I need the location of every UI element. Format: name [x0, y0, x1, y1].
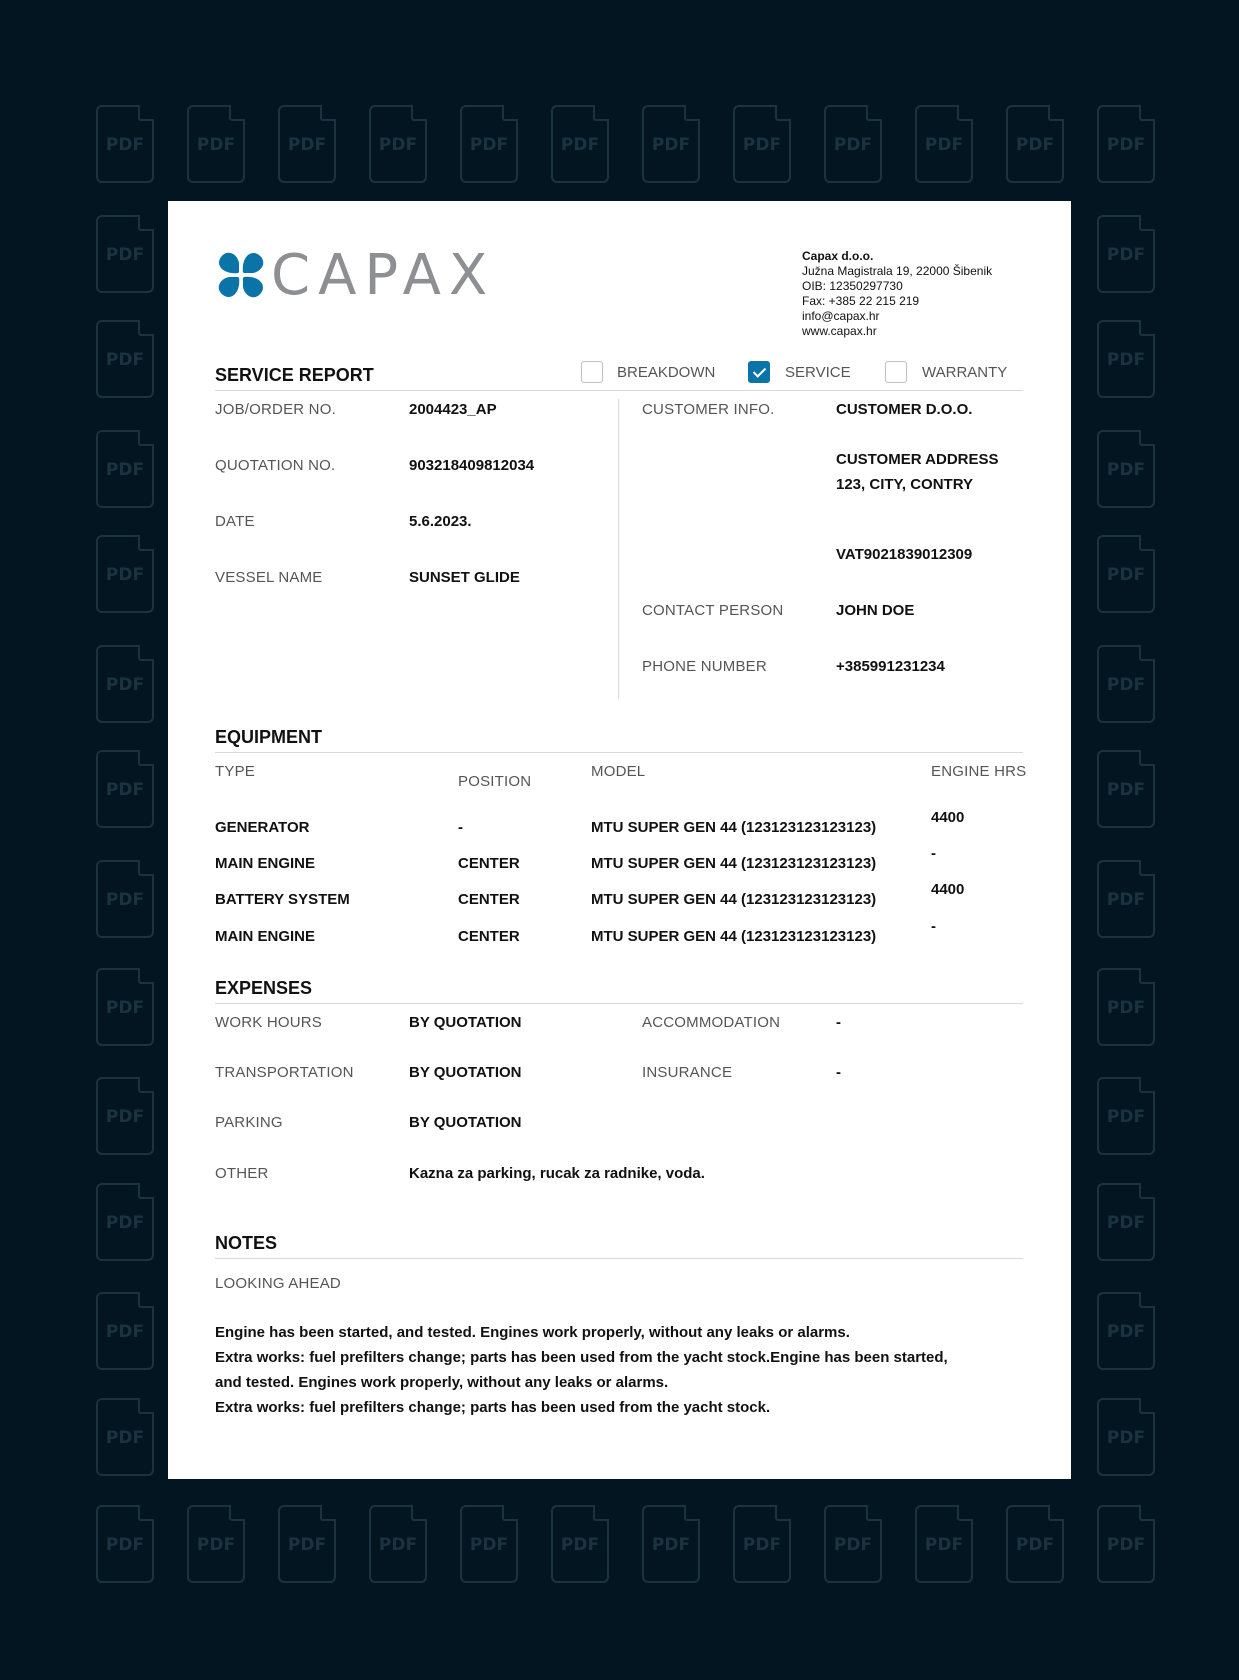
work-hours-value: BY QUOTATION	[409, 1014, 522, 1031]
pdf-file-icon	[915, 1505, 973, 1583]
pdf-icon-label: PDF	[1106, 245, 1146, 265]
other-label: OTHER	[215, 1165, 269, 1182]
pdf-icon-label: PDF	[560, 135, 600, 155]
pdf-icon-label: PDF	[105, 1213, 145, 1233]
pdf-icon-label: PDF	[1106, 675, 1146, 695]
pdf-icon-label: PDF	[287, 1535, 327, 1555]
equipment-row-2-hours: -	[931, 845, 936, 862]
warranty-label: WARRANTY	[922, 364, 1008, 381]
pdf-file-icon	[1097, 320, 1155, 398]
pdf-file-icon	[96, 1292, 154, 1370]
job-order-label: JOB/ORDER NO.	[215, 401, 336, 418]
pdf-file-icon	[96, 645, 154, 723]
company-web: www.capax.hr	[802, 324, 877, 338]
pdf-file-icon	[96, 750, 154, 828]
customer-address-line1: CUSTOMER ADDRESS	[836, 451, 999, 468]
pdf-icon-label: PDF	[105, 780, 145, 800]
notes-line: and tested. Engines work properly, without any leaks or alarms.	[215, 1374, 669, 1391]
equipment-row-3-position: CENTER	[458, 891, 520, 908]
pdf-file-icon	[187, 105, 245, 183]
equipment-row-3-model: MTU SUPER GEN 44 (123123123123123)	[591, 891, 877, 908]
report-title: SERVICE REPORT	[215, 365, 374, 385]
pdf-file-icon	[1097, 105, 1155, 183]
pdf-icon-label: PDF	[924, 1535, 964, 1555]
equipment-header-position: POSITION	[458, 773, 532, 790]
equipment-row-3-hours: 4400	[931, 881, 965, 898]
equipment-header-type: TYPE	[215, 763, 255, 780]
pdf-file-icon	[460, 1505, 518, 1583]
company-info	[802, 249, 992, 339]
pdf-icon-label: PDF	[1106, 1428, 1146, 1448]
vessel-label: VESSEL NAME	[215, 569, 323, 586]
quotation-label: QUOTATION NO.	[215, 457, 336, 474]
transportation-label: TRANSPORTATION	[215, 1064, 354, 1081]
pdf-icon-label: PDF	[651, 1535, 691, 1555]
pdf-file-icon	[96, 1505, 154, 1583]
divider	[215, 390, 1023, 391]
customer-name: CUSTOMER D.O.O.	[836, 401, 973, 418]
contact-person-value: JOHN DOE	[836, 602, 915, 619]
service-label: SERVICE	[785, 364, 851, 381]
pdf-icon-label: PDF	[378, 135, 418, 155]
pdf-file-icon	[642, 105, 700, 183]
pdf-icon-label: PDF	[742, 135, 782, 155]
pdf-icon-label: PDF	[105, 245, 145, 265]
pdf-file-icon	[369, 1505, 427, 1583]
customer-address-line2: 123, CITY, CONTRY	[836, 476, 973, 493]
equipment-row-1-type: GENERATOR	[215, 819, 310, 836]
divider	[215, 1258, 1023, 1259]
pdf-icon-label: PDF	[378, 1535, 418, 1555]
pdf-file-icon	[96, 1077, 154, 1155]
pdf-file-icon	[1097, 1398, 1155, 1476]
company-email: info@capax.hr	[802, 309, 880, 323]
pdf-icon-label: PDF	[105, 998, 145, 1018]
pdf-file-icon	[1097, 968, 1155, 1046]
pdf-icon-label: PDF	[1015, 135, 1055, 155]
warranty-checkbox[interactable]	[885, 361, 907, 383]
fan-icon	[215, 247, 267, 303]
pdf-icon-label: PDF	[1106, 890, 1146, 910]
pdf-icon-label: PDF	[833, 135, 873, 155]
job-order-value: 2004423_AP	[409, 401, 497, 418]
divider	[215, 1003, 1023, 1004]
expenses-title: EXPENSES	[215, 978, 313, 998]
pdf-file-icon	[460, 105, 518, 183]
notes-line: Extra works: fuel prefilters change; parts has been used from the yacht stock.	[215, 1399, 771, 1416]
pdf-icon-label: PDF	[1015, 1535, 1055, 1555]
service-checkbox[interactable]	[748, 361, 770, 383]
pdf-icon-label: PDF	[924, 135, 964, 155]
equipment-title: EQUIPMENT	[215, 727, 323, 747]
pdf-file-icon	[1006, 1505, 1064, 1583]
pdf-icon-label: PDF	[1106, 780, 1146, 800]
equipment-row-2-position: CENTER	[458, 855, 520, 872]
accommodation-value: -	[836, 1014, 841, 1031]
divider	[215, 752, 1023, 753]
pdf-file-icon	[369, 105, 427, 183]
pdf-file-icon	[278, 1505, 336, 1583]
pdf-icon-label: PDF	[1106, 1107, 1146, 1127]
pdf-file-icon	[96, 320, 154, 398]
notes-line: Extra works: fuel prefilters change; parts has been used from the yacht stock.Engine has been started,	[215, 1349, 948, 1366]
column-divider	[618, 399, 619, 699]
accommodation-label: ACCOMMODATION	[642, 1014, 781, 1031]
equipment-row-2-type: MAIN ENGINE	[215, 855, 316, 872]
pdf-icon-label: PDF	[105, 350, 145, 370]
equipment-row-1-position: -	[458, 819, 463, 836]
pdf-file-icon	[96, 215, 154, 293]
pdf-icon-label: PDF	[1106, 350, 1146, 370]
pdf-file-icon	[551, 105, 609, 183]
pdf-file-icon	[187, 1505, 245, 1583]
pdf-file-icon	[1097, 1292, 1155, 1370]
insurance-value: -	[836, 1064, 841, 1081]
pdf-file-icon	[1097, 1077, 1155, 1155]
phone-number-label: PHONE NUMBER	[642, 658, 767, 675]
pdf-file-icon	[1097, 1183, 1155, 1261]
pdf-icon-label: PDF	[742, 1535, 782, 1555]
pdf-file-icon	[1097, 860, 1155, 938]
date-value: 5.6.2023.	[409, 513, 472, 530]
notes-line: Engine has been started, and tested. Engines work properly, without any leaks or alarms.	[215, 1324, 850, 1341]
pdf-icon-label: PDF	[105, 675, 145, 695]
equipment-header-hours: ENGINE HRS	[931, 763, 1027, 780]
notes-body	[215, 1320, 1025, 1420]
pdf-icon-label: PDF	[833, 1535, 873, 1555]
pdf-icon-label: PDF	[196, 135, 236, 155]
company-name: Capax d.o.o.	[802, 249, 874, 263]
pdf-file-icon	[733, 105, 791, 183]
notes-subtitle: LOOKING AHEAD	[215, 1275, 341, 1292]
pdf-file-icon	[96, 1183, 154, 1261]
quotation-value: 903218409812034	[409, 457, 535, 474]
equipment-row-4-model: MTU SUPER GEN 44 (123123123123123)	[591, 928, 877, 945]
phone-number-value: +385991231234	[836, 658, 945, 675]
company-oib: OIB: 12350297730	[802, 279, 903, 293]
pdf-icon-label: PDF	[105, 460, 145, 480]
pdf-file-icon	[824, 1505, 882, 1583]
pdf-file-icon	[1097, 215, 1155, 293]
pdf-file-icon	[96, 105, 154, 183]
pdf-file-icon	[96, 1398, 154, 1476]
equipment-header-model: MODEL	[591, 763, 646, 780]
customer-vat: VAT9021839012309	[836, 546, 973, 563]
pdf-icon-label: PDF	[1106, 1322, 1146, 1342]
insurance-label: INSURANCE	[642, 1064, 733, 1081]
pdf-icon-label: PDF	[1106, 460, 1146, 480]
breakdown-label: BREAKDOWN	[617, 364, 716, 381]
other-value: Kazna za parking, rucak za radnike, voda.	[409, 1165, 705, 1182]
pdf-file-icon	[1097, 750, 1155, 828]
contact-person-label: CONTACT PERSON	[642, 602, 784, 619]
pdf-file-icon	[96, 860, 154, 938]
pdf-icon-label: PDF	[105, 1322, 145, 1342]
pdf-icon-label: PDF	[560, 1535, 600, 1555]
pdf-file-icon	[551, 1505, 609, 1583]
pdf-icon-label: PDF	[1106, 1213, 1146, 1233]
notes-title: NOTES	[215, 1233, 278, 1253]
company-address: Južna Magistrala 19, 22000 Šibenik	[802, 264, 993, 278]
brand-name: CAPAX	[271, 243, 496, 308]
pdf-icon-label: PDF	[105, 135, 145, 155]
pdf-icon-label: PDF	[1106, 998, 1146, 1018]
parking-label: PARKING	[215, 1114, 283, 1131]
equipment-row-4-hours: -	[931, 918, 936, 935]
pdf-icon-label: PDF	[287, 135, 327, 155]
pdf-file-icon	[1006, 105, 1064, 183]
equipment-row-4-position: CENTER	[458, 928, 520, 945]
pdf-icon-label: PDF	[469, 1535, 509, 1555]
pdf-file-icon	[96, 968, 154, 1046]
equipment-row-3-type: BATTERY SYSTEM	[215, 891, 350, 908]
transportation-value: BY QUOTATION	[409, 1064, 522, 1081]
pdf-icon-label: PDF	[1106, 1535, 1146, 1555]
customer-info-label: CUSTOMER INFO.	[642, 401, 775, 418]
pdf-file-icon	[733, 1505, 791, 1583]
pdf-file-icon	[278, 105, 336, 183]
pdf-icon-label: PDF	[105, 1428, 145, 1448]
pdf-file-icon	[96, 535, 154, 613]
pdf-icon-label: PDF	[1106, 135, 1146, 155]
pdf-icon-label: PDF	[1106, 565, 1146, 585]
pdf-icon-label: PDF	[651, 135, 691, 155]
pdf-icon-label: PDF	[469, 135, 509, 155]
equipment-row-4-type: MAIN ENGINE	[215, 928, 316, 945]
pdf-icon-label: PDF	[105, 565, 145, 585]
pdf-file-icon	[1097, 430, 1155, 508]
vessel-value: SUNSET GLIDE	[409, 569, 520, 586]
pdf-file-icon	[1097, 535, 1155, 613]
service-report-document	[168, 201, 1071, 1479]
pdf-file-icon	[915, 105, 973, 183]
pdf-file-icon	[642, 1505, 700, 1583]
parking-value: BY QUOTATION	[409, 1114, 522, 1131]
pdf-icon-label: PDF	[105, 1107, 145, 1127]
pdf-file-icon	[1097, 645, 1155, 723]
work-hours-label: WORK HOURS	[215, 1014, 322, 1031]
pdf-file-icon	[1097, 1505, 1155, 1583]
pdf-icon-label: PDF	[105, 890, 145, 910]
pdf-file-icon	[824, 105, 882, 183]
company-fax: Fax: +385 22 215 219	[802, 294, 920, 308]
date-label: DATE	[215, 513, 255, 530]
equipment-row-2-model: MTU SUPER GEN 44 (123123123123123)	[591, 855, 877, 872]
pdf-icon-label: PDF	[105, 1535, 145, 1555]
equipment-row-1-hours: 4400	[931, 809, 965, 826]
equipment-row-1-model: MTU SUPER GEN 44 (123123123123123)	[591, 819, 877, 836]
pdf-file-icon	[96, 430, 154, 508]
breakdown-checkbox[interactable]	[581, 361, 603, 383]
pdf-icon-label: PDF	[196, 1535, 236, 1555]
